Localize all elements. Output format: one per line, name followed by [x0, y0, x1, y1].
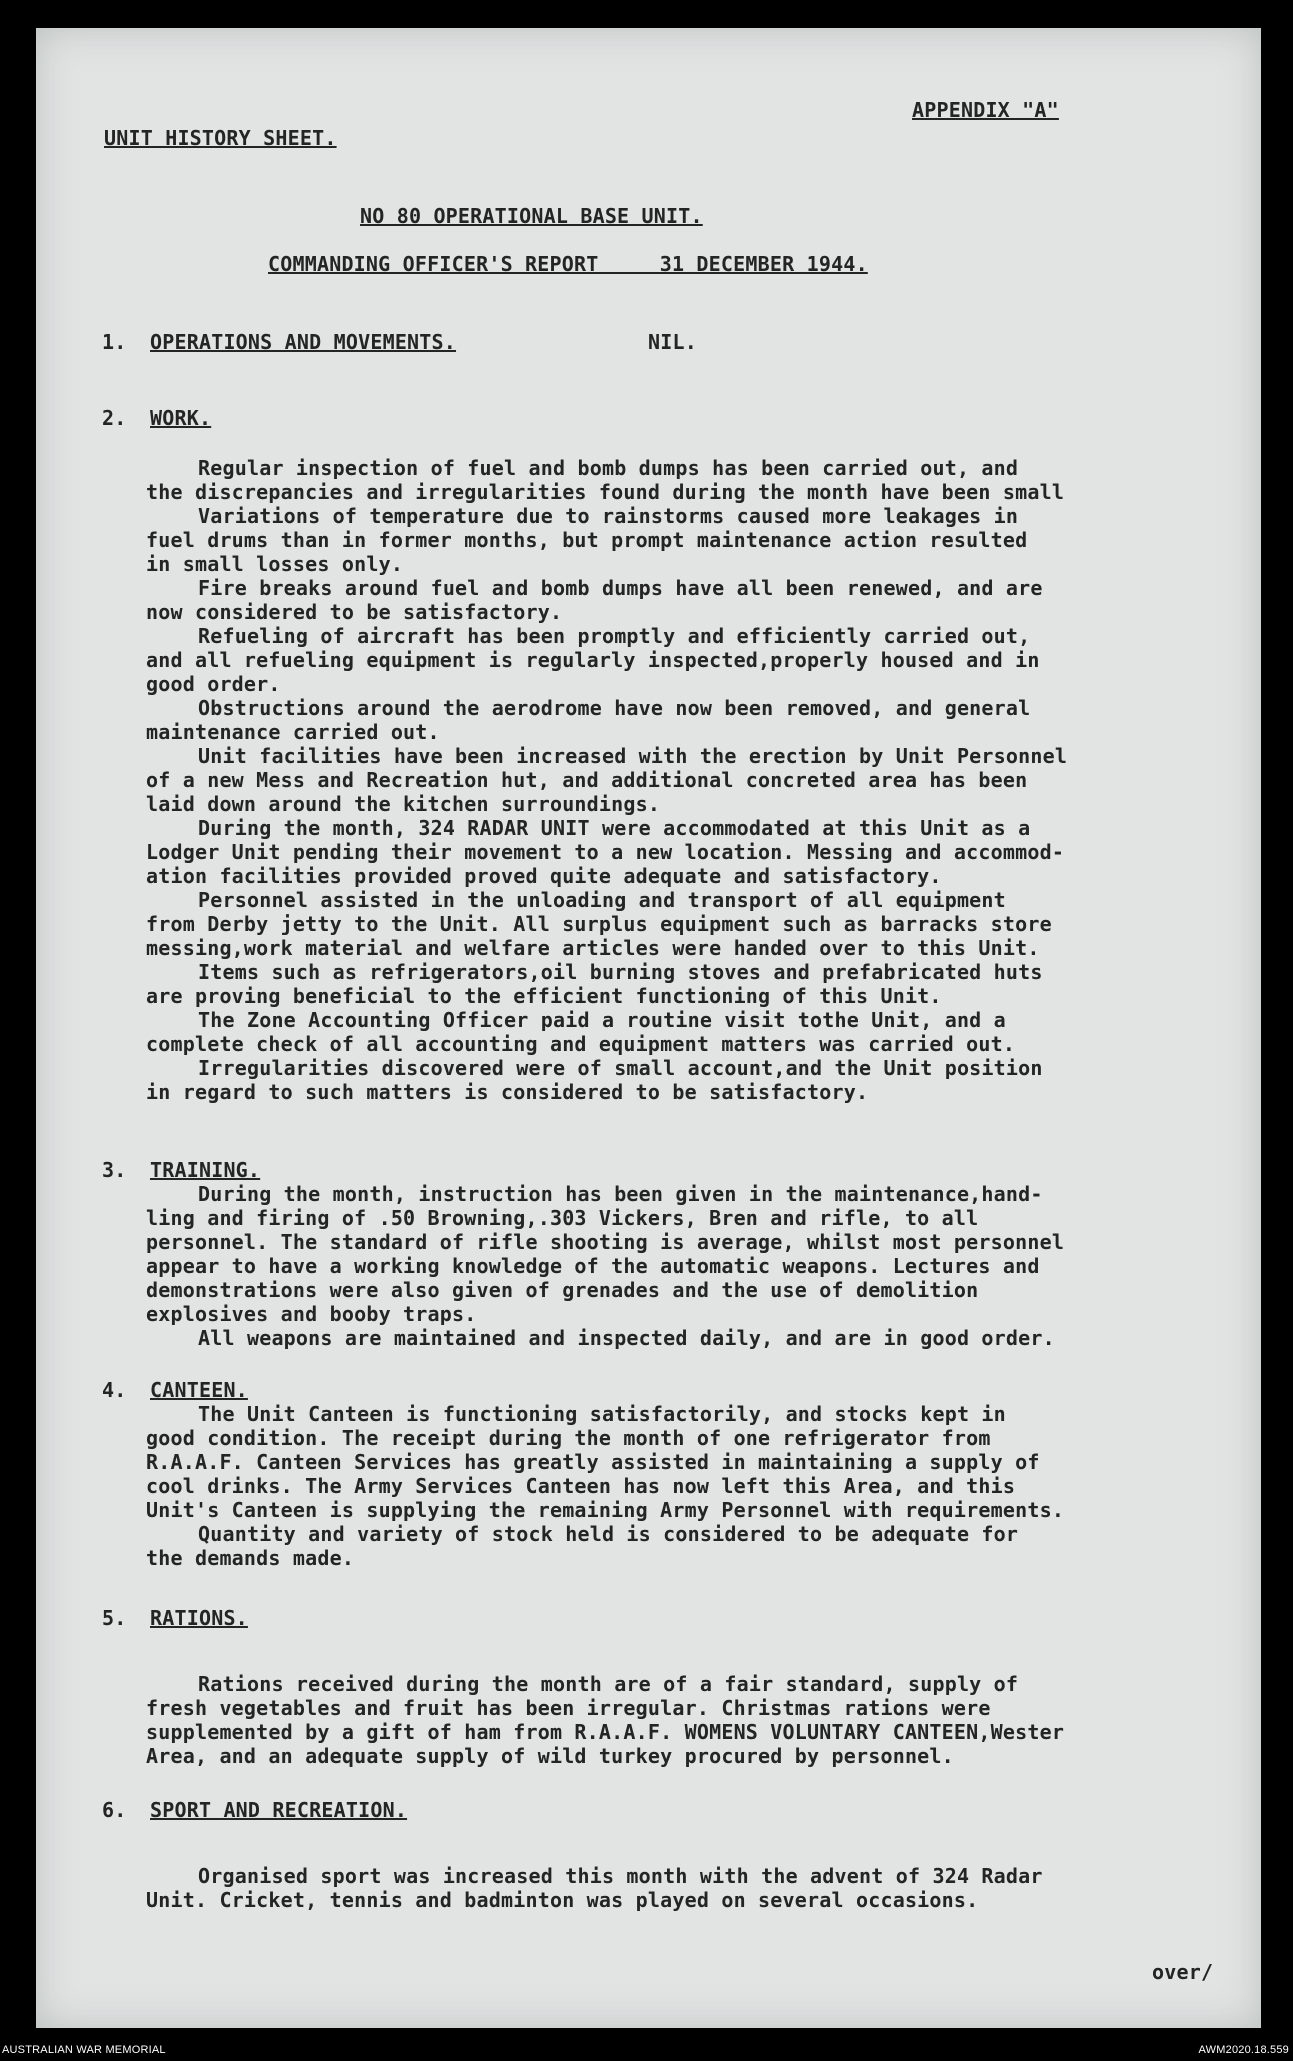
- body-line: Regular inspection of fuel and bomb dumps has been carried out, and: [198, 456, 1019, 480]
- body-line: now considered to be satisfactory.: [146, 600, 563, 624]
- body-line: Organised sport was increased this month with the advent of 324 Radar: [198, 1864, 1043, 1888]
- body-line: Area, and an adequate supply of wild turkey procured by personnel.: [146, 1744, 954, 1768]
- section-heading-training: TRAINING.: [150, 1158, 261, 1182]
- body-line: Obstructions around the aerodrome have now been removed, and general: [198, 696, 1031, 720]
- body-line: from Derby jetty to the Unit. All surplus equipment such as barracks store: [146, 912, 1052, 936]
- body-line: fuel drums than in former months, but prompt maintenance action resulted: [146, 528, 1028, 552]
- section-body-rations: [146, 1672, 1241, 1768]
- footer-archive-reference: AWM2020.18.559: [1198, 2044, 1289, 2056]
- body-line: ling and firing of .50 Browning,.303 Vickers, Bren and rifle, to all: [146, 1206, 979, 1230]
- body-line: demonstrations were also given of grenades and the use of demolition: [146, 1278, 979, 1302]
- body-line: are proving beneficial to the efficient functioning of this Unit.: [146, 984, 942, 1008]
- body-line: complete check of all accounting and equipment matters was carried out.: [146, 1032, 1016, 1056]
- body-line: fresh vegetables and fruit has been irregular. Christmas rations were: [146, 1696, 991, 1720]
- body-line: and all refueling equipment is regularly inspected,properly housed and in: [146, 648, 1040, 672]
- appendix-label: APPENDIX "A": [912, 98, 1059, 122]
- body-line: Personnel assisted in the unloading and transport of all equipment: [198, 888, 1006, 912]
- report-title: COMMANDING OFFICER'S REPORT 31 DECEMBER 1944.: [268, 252, 868, 276]
- body-line: Items such as refrigerators,oil burning stoves and prefabricated huts: [198, 960, 1043, 984]
- body-line: During the month, 324 RADAR UNIT were accommodated at this Unit as a: [198, 816, 1031, 840]
- body-line: in small losses only.: [146, 552, 404, 576]
- unit-history-sheet-title: UNIT HISTORY SHEET.: [104, 126, 337, 150]
- over-marker: over/: [1152, 1960, 1214, 1984]
- body-line: Fire breaks around fuel and bomb dumps have all been renewed, and are: [198, 576, 1043, 600]
- body-line: cool drinks. The Army Services Canteen has now left this Area, and this: [146, 1474, 1016, 1498]
- body-line: of a new Mess and Recreation hut, and additional concreted area has been: [146, 768, 1028, 792]
- document-page: [36, 28, 1261, 2028]
- body-line: appear to have a working knowledge of the automatic weapons. Lectures and: [146, 1254, 1040, 1278]
- body-line: The Unit Canteen is functioning satisfactorily, and stocks kept in: [198, 1402, 1006, 1426]
- body-line: Irregularities discovered were of small account,and the Unit position: [198, 1056, 1043, 1080]
- body-line: Variations of temperature due to rainstorms caused more leakages in: [198, 504, 1019, 528]
- body-line: Refueling of aircraft has been promptly and efficiently carried out,: [198, 624, 1031, 648]
- body-line: Rations received during the month are of a fair standard, supply of: [198, 1672, 1019, 1696]
- body-line: The Zone Accounting Officer paid a routine visit tothe Unit, and a: [198, 1008, 1006, 1032]
- body-line: personnel. The standard of rifle shooting is average, whilst most personnel: [146, 1230, 1065, 1254]
- body-line: explosives and booby traps.: [146, 1302, 477, 1326]
- body-line: Lodger Unit pending their movement to a new location. Messing and accommod-: [146, 840, 1065, 864]
- body-line: good condition. The receipt during the month of one refrigerator from: [146, 1426, 991, 1450]
- body-line: good order.: [146, 672, 281, 696]
- body-line: Unit. Cricket, tennis and badminton was played on several occasions.: [146, 1888, 979, 1912]
- body-line: supplemented by a gift of ham from R.A.A.F. WOMENS VOLUNTARY CANTEEN,Wester: [146, 1720, 1065, 1744]
- section-body-canteen: [146, 1402, 1241, 1570]
- section-body-training: [146, 1182, 1241, 1350]
- section-suffix-nil: NIL.: [648, 330, 697, 354]
- body-line: All weapons are maintained and inspected daily, and are in good order.: [198, 1326, 1055, 1350]
- body-line: the demands made.: [146, 1546, 355, 1570]
- unit-name-title: NO 80 OPERATIONAL BASE UNIT.: [360, 204, 703, 228]
- body-line: Unit facilities have been increased with the erection by Unit Personnel: [198, 744, 1068, 768]
- section-number: 1.: [102, 330, 127, 354]
- section-body-sport: [146, 1864, 1241, 1912]
- body-line: the discrepancies and irregularities found during the month have been small: [146, 480, 1065, 504]
- section-heading-sport: SPORT AND RECREATION.: [150, 1798, 408, 1822]
- section-number: 4.: [102, 1378, 127, 1402]
- body-line: Quantity and variety of stock held is considered to be adequate for: [198, 1522, 1019, 1546]
- section-heading-rations: RATIONS.: [150, 1606, 248, 1630]
- footer-archive-name: AUSTRALIAN WAR MEMORIAL: [2, 2044, 166, 2056]
- section-number: 6.: [102, 1798, 127, 1822]
- section-number: 5.: [102, 1606, 127, 1630]
- section-body-work: [146, 456, 1241, 1104]
- section-heading-canteen: CANTEEN.: [150, 1378, 248, 1402]
- body-line: messing,work material and welfare articles were handed over to this Unit.: [146, 936, 1040, 960]
- section-number: 3.: [102, 1158, 127, 1182]
- section-heading-operations: OPERATIONS AND MOVEMENTS.: [150, 330, 457, 354]
- body-line: ation facilities provided proved quite adequate and satisfactory.: [146, 864, 942, 888]
- section-number: 2.: [102, 406, 127, 430]
- body-line: R.A.A.F. Canteen Services has greatly assisted in maintaining a supply of: [146, 1450, 1040, 1474]
- body-line: maintenance carried out.: [146, 720, 440, 744]
- body-line: laid down around the kitchen surroundings.: [146, 792, 661, 816]
- section-heading-work: WORK.: [150, 406, 212, 430]
- body-line: Unit's Canteen is supplying the remaining Army Personnel with requirements.: [146, 1498, 1065, 1522]
- body-line: in regard to such matters is considered to be satisfactory.: [146, 1080, 869, 1104]
- body-line: During the month, instruction has been given in the maintenance,hand-: [198, 1182, 1043, 1206]
